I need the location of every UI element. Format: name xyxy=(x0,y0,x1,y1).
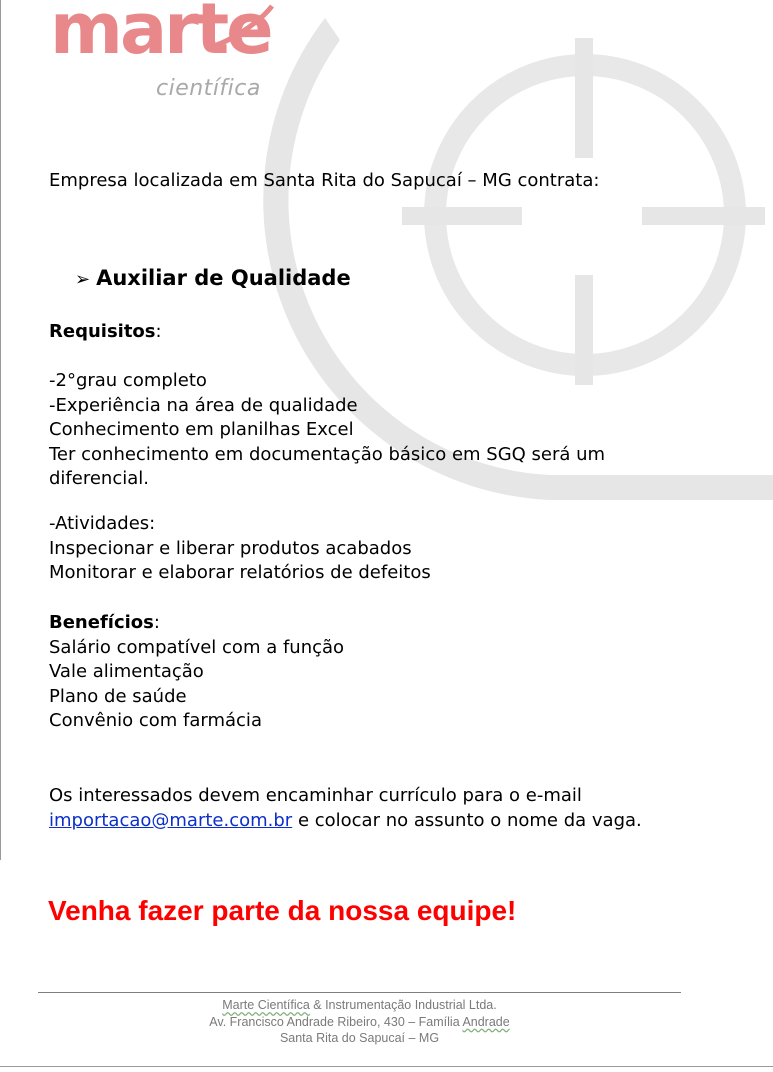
contact-line: Os interessados devem encaminhar currículo para o e-mail xyxy=(49,785,582,806)
call-to-action: Venha fazer parte da nossa equipe! xyxy=(48,895,517,926)
footer-address-start: Av. Francisco Andrade Ribeiro, 430 – Família xyxy=(209,1014,463,1029)
page-bottom-border xyxy=(0,1066,773,1067)
requirement-item: Ter conhecimento em documentação básico em SGQ será um xyxy=(49,443,606,465)
footer-address xyxy=(38,1014,681,1031)
footer-company-rest: & Instrumentação Industrial Ltda. xyxy=(309,998,497,1012)
benefits-section xyxy=(49,611,344,734)
requirements-heading-colon: : xyxy=(155,321,162,342)
contact-section xyxy=(49,784,642,833)
job-title-text: Auxiliar de Qualidade xyxy=(96,266,351,290)
job-title xyxy=(75,266,351,290)
benefit-item: Salário compatível com a função xyxy=(49,636,345,658)
requirement-item: -2°grau completo xyxy=(49,370,207,391)
benefits-heading xyxy=(49,611,344,636)
benefits-heading-text: Benefícios xyxy=(49,612,154,633)
logo-swoosh-icon xyxy=(200,2,280,52)
requirements-heading-text: Requisitos xyxy=(49,321,156,342)
footer-address-end: Andrade xyxy=(462,1014,510,1029)
footer-company-name: Marte Científica xyxy=(222,998,310,1012)
activity-item: Inspecionar e liberar produtos acabados xyxy=(49,537,412,559)
logo-subtitle: científica xyxy=(156,76,261,101)
footer-company xyxy=(38,997,681,1014)
page-left-border xyxy=(0,0,1,860)
activities-heading: -Atividades: xyxy=(49,513,156,534)
requirement-item: Conhecimento em planilhas Excel xyxy=(49,419,354,441)
email-link[interactable]: importacao@marte.com.br xyxy=(49,809,293,831)
requirements-heading xyxy=(49,320,162,345)
footer-divider xyxy=(38,992,681,993)
requirement-item: diferencial. xyxy=(49,468,149,490)
activity-item: Monitorar e elaborar relatórios de defeitos xyxy=(49,562,431,584)
marte-logo xyxy=(50,2,280,107)
contact-line-rest: e colocar no assunto o nome da vaga. xyxy=(292,809,642,831)
requirement-item: -Experiência na área de qualidade xyxy=(49,394,358,416)
footer xyxy=(38,997,681,1047)
arrow-bullet-icon: ➢ xyxy=(75,269,91,290)
benefit-item: Vale alimentação xyxy=(49,661,204,683)
contact-line-2 xyxy=(49,809,642,834)
activities-section xyxy=(49,512,431,586)
footer-city: Santa Rita do Sapucaí – MG xyxy=(279,1031,440,1045)
requirements-list xyxy=(49,369,605,492)
logo-wordmark: marte xyxy=(50,0,271,70)
benefits-heading-colon: : xyxy=(153,612,160,633)
benefit-item: Convênio com farmácia xyxy=(49,710,262,732)
benefit-item: Plano de saúde xyxy=(49,685,187,707)
intro-text: Empresa localizada em Santa Rita do Sapucaí – MG contrata: xyxy=(49,170,600,191)
